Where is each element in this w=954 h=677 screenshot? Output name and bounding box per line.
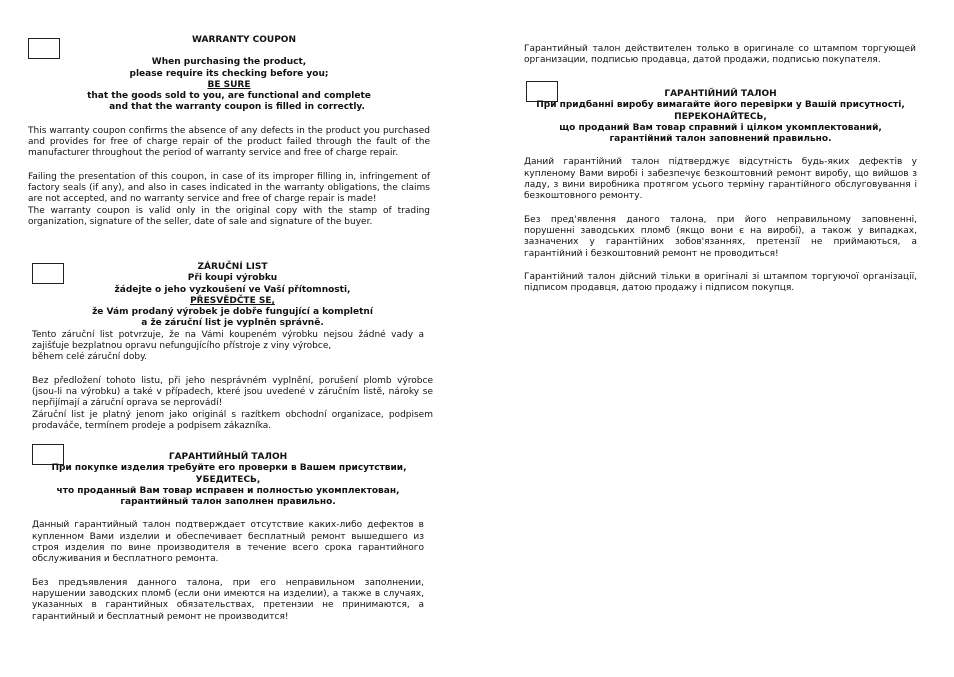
paragraph-cz-1b: během celé záruční doby. xyxy=(32,352,147,363)
head-line-cz-3: PŘESVĚDČTE SE, xyxy=(190,295,275,306)
paragraph-ua-2: Без пред'явлення даного талона, при його неправильному заповненні, порушенні заводських пломб (якщо вони є на виробі), а також у випадках, зазначених у гарантійних зобов'язаннях, претензії не приймаються, а гарантійний і безкоштовний ремонт не проводиться! xyxy=(524,214,917,259)
title-ru: ГАРАНТИЙНЫЙ ТАЛОН xyxy=(168,452,288,462)
head-line-ru-4: гарантийный талон заполнен правильно. xyxy=(120,497,336,508)
head-line-ua-1: При придбанні виробу вимагайте його перевірки у Вашій присутності, xyxy=(536,100,905,111)
head-line-en-3: BE SURE xyxy=(207,79,251,90)
title-cz: ZÁRUČNÍ LIST xyxy=(197,262,268,272)
section-ua xyxy=(524,89,917,294)
paragraph-ua-3: Гарантійний талон дійсний тільки в оригіналі зі штампом торгуючої організації, підписом продавця, датою продажу і підписом покупця. xyxy=(524,271,917,294)
paragraph-en-3: The warranty coupon is valid only in the original copy with the stamp of trading organization, signature of the seller, date of sale and signature of the buyer. xyxy=(28,205,430,227)
section-right-top xyxy=(524,44,916,67)
head-line-ru-1: При покупке изделия требуйте его проверки в Вашем присутствии, xyxy=(51,463,407,474)
head-line-en-5: and that the warranty coupon is filled in correctly. xyxy=(109,102,365,113)
head-line-cz-2: žádejte o jeho vyzkoušení ve Vaší přítomnosti, xyxy=(114,284,351,295)
section-ru xyxy=(32,452,424,623)
paragraph-en-2: Failing the presentation of this coupon, in case of its improper filling in, infringement of factory seals (if any), and also in cases indicated in the warranty obligations, the claims are not accepted, and no warranty service and free of charge repair is made! xyxy=(28,171,430,205)
title-ua: ГАРАНТІЙНИЙ ТАЛОН xyxy=(664,89,777,99)
head-line-en-1: When purchasing the product, xyxy=(151,57,307,68)
head-line-cz-4: že Vám prodaný výrobek je dobře fungující a kompletní xyxy=(92,307,373,318)
paragraph-ru-1: Данный гарантийный талон подтверждает отсутствие каких-либо дефектов в купленном Вами изделии и обеспечивает бесплатный ремонт вышедшего из строя изделия по вине производителя в течение всего срока гарантийного обслуживания и бесплатного ремонта. xyxy=(32,520,424,565)
title-en: WARRANTY COUPON xyxy=(192,35,296,45)
head-line-ua-3: що проданий Вам товар справний і цілком укомплектований, xyxy=(559,122,882,133)
head-line-cz-5: a že záruční list je vyplněn správně. xyxy=(141,318,324,329)
head-line-ua-4: гарантійний талон заповнений правильно. xyxy=(609,134,832,145)
paragraph-ua-1: Даний гарантійний талон підтверджує відсутність будь-яких дефектів у купленому Вами виробі і забезпечує безкоштовний ремонт виробу, що вийшов з ладу, з вини виробника протягом усього терміну гарантійного обслуговування і безкоштовного ремонту. xyxy=(524,157,917,202)
paragraph-en-1: This warranty coupon confirms the absence of any defects in the product you purchased and provides for free of charge repair of the product failed through the fault of the manufacturer throughout the period of warranty service and free of charge repair. xyxy=(28,125,430,159)
section-cz xyxy=(32,262,433,432)
head-line-ru-2: УБЕДИТЕСЬ, xyxy=(195,474,261,485)
head-line-en-4: that the goods sold to you, are functional and complete xyxy=(87,91,371,102)
head-line-ru-3: что проданный Вам товар исправен и полностью укомплектован, xyxy=(56,485,400,496)
paragraph-cz-2: Bez předložení tohoto listu, při jeho nesprávném vyplnění, porušení plomb výrobce (jsou-li na výrobku) a také v případech, které jsou uvedené v záručním listě, nároky se nepřijímají a záruční oprava se neprovádí! xyxy=(32,375,433,409)
head-line-en-2: please require its checking before you; xyxy=(129,68,329,79)
paragraph-cz-1: Tento záruční list potvrzuje, že na Vámi koupeném výrobku nejsou žádné vady a zajišťuje bezplatnou opravu nefungujícího přístroje z viny výrobce, xyxy=(32,329,424,352)
paragraph-ru-3: Гарантийный талон действителен только в оригинале со штампом торгующей организации, подписью продавца, датой продажи, подписью покупателя. xyxy=(524,44,916,66)
paragraph-ru-2: Без предъявления данного талона, при его неправильном заполнении, нарушении заводских пломб (если они имеются на изделии), а также в случаях, указанных в гарантийных обязательствах, претензии не принимаются, а гарантийный и бесплатный ремонт не производится! xyxy=(32,577,424,622)
head-line-ua-2: ПЕРЕКОНАЙТЕСЬ, xyxy=(674,111,767,122)
paragraph-cz-3: Záruční list je platný jenom jako originál s razítkem obchodní organizace, podpisem prodaváče, termínem prodeje a podpisem zákazníka. xyxy=(32,409,433,431)
head-line-cz-1: Při koupi výrobku xyxy=(187,273,278,284)
section-en xyxy=(28,35,430,228)
